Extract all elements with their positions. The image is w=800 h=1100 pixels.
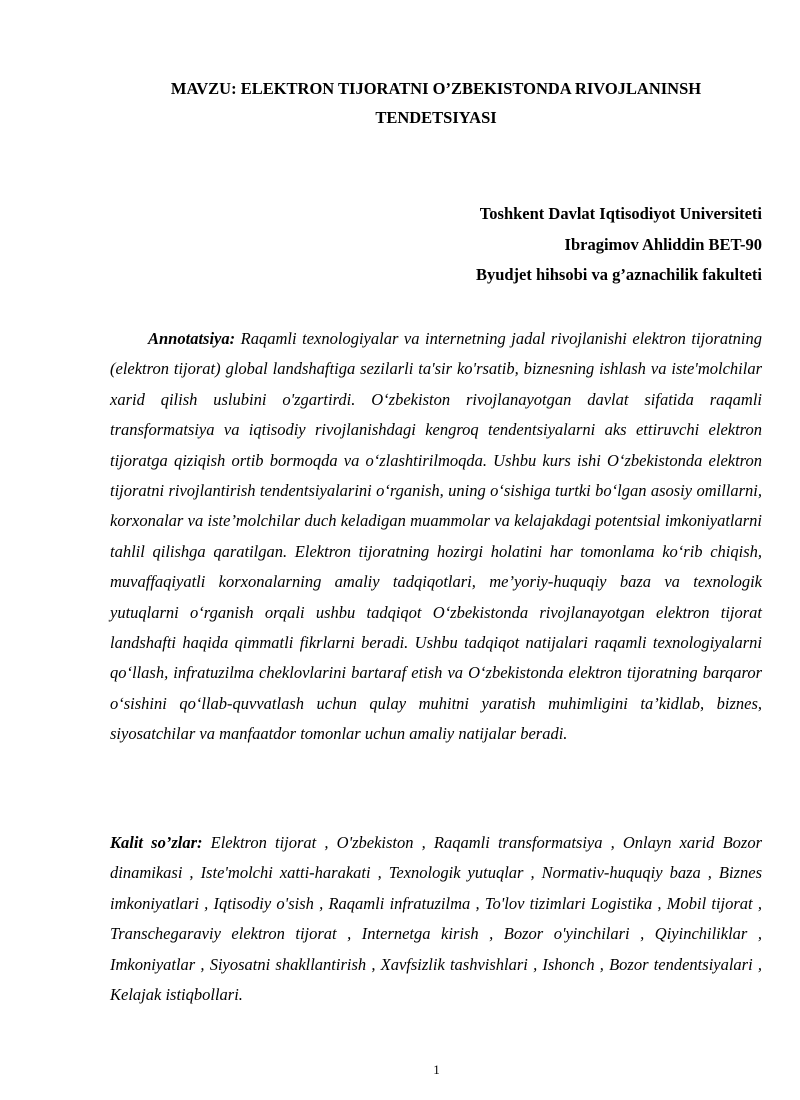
abstract-text: Raqamli texnologiyalar va internetning jadal rivojlanishi elektron tijoratning (elektron tijorat) global landshaftiga sezilarli ta'sir ko'rsatib, biznesning ishlash va iste'molchilar xarid qilish uslubini o'zgartirdi. O‘zbekiston rivojlanayotgan davlat sifatida raqamli transformatsiya va iqtisodiy rivojlanishdagi kengroq tendentsiyalarni aks ettiruvchi elektron tijoratga qiziqish ortib bormoqda va o‘zlashtirilmoqda. Ushbu kurs ishi O‘zbekistonda elektron tijoratni rivojlantirish tendentsiyalarini o‘rganish, uning o‘sishiga turtki bo‘lgan asosiy omillarni, korxonalar va iste’molchilar duch keladigan muammolar va kelajakdagi potentsial imkoniyatlarni tahlil qilishga qaratilgan. Elektron tijoratning hozirgi holatini har tomonlama ko‘rib chiqish, muvaffaqiyatli korxonalarning amaliy tadqiqotlari, me’yoriy-huquqiy baza va texnologik yutuqlarni o‘rganish orqali ushbu tadqiqot O‘zbekistonda rivojlanayotgan elektron tijorat landshafti haqida qimmatli fikrlarni beradi. Ushbu tadqiqot natijalari raqamli texnologiyalarni qo‘llash, infratuzilma cheklovlarini bartaraf etish va O‘zbekistonda elektron tijoratning barqaror o‘sishini qo‘llab-quvvatlash uchun qulay muhitni yaratish muhimligini ta’kidlab, biznes, siyosatchilar va manfaatdor tomonlar uchun amaliy natijalar beradi. xyxy=(110,329,762,744)
page-number: 1 xyxy=(433,1062,440,1077)
keywords-label: Kalit so’zlar: xyxy=(110,833,203,852)
author-block xyxy=(476,199,762,291)
title-line-1: MAVZU: ELEKTRON TIJORATNI O’ZBEKISTONDA RIVOJLANINSH xyxy=(170,79,702,98)
keywords-paragraph xyxy=(110,828,762,1010)
keywords-text: Elektron tijorat , O'zbekiston , Raqamli transformatsiya , Onlayn xarid Bozor dinamikasi , Iste'molchi xatti-harakati , Texnologik yutuqlar , Normativ-huquqiy baza , Biznes imkoniyatlari , Iqtisodiy o'sish , Raqamli infratuzilma , To'lov tizimlari Logistika , Mobil tijorat , Transchegaraviy elektron tijorat , Internetga kirish , Bozor o'yinchilari , Qiyinchiliklar , Imkoniyatlar , Siyosatni shakllantirish , Xavfsizlik tashvishlari , Ishonch , Bozor tendentsiyalari , Kelajak istiqbollari. xyxy=(110,833,762,1005)
abstract-paragraph xyxy=(110,324,762,750)
title-line-2: TENDETSIYASI xyxy=(375,108,497,127)
document-title xyxy=(110,74,762,132)
author-university: Toshkent Davlat Iqtisodiyot Universiteti xyxy=(479,204,762,223)
author-name: Ibragimov Ahliddin BET-90 xyxy=(564,234,762,254)
abstract-label: Annotatsiya: xyxy=(148,329,236,348)
author-faculty: Byudjet hihsobi va g’aznachilik fakulteti xyxy=(475,265,762,284)
